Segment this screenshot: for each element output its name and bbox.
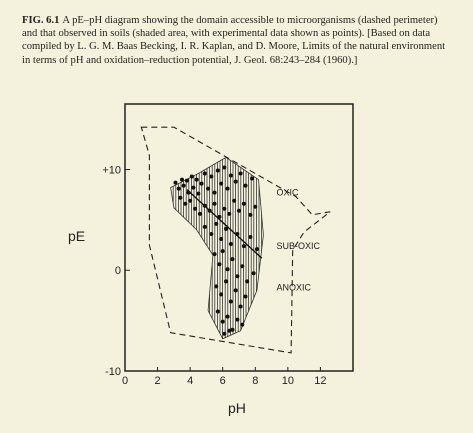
- data-point: [239, 305, 243, 309]
- data-point: [222, 165, 226, 169]
- data-point: [214, 284, 218, 288]
- region-label: SUB-OXIC: [276, 241, 320, 252]
- data-point: [244, 294, 248, 298]
- data-point: [213, 191, 217, 195]
- x-tick-label: 10: [281, 375, 294, 387]
- data-point: [203, 172, 207, 176]
- data-point: [229, 242, 233, 246]
- data-point: [209, 175, 213, 179]
- data-point: [214, 222, 218, 226]
- data-point: [196, 192, 200, 196]
- data-point: [232, 199, 236, 203]
- data-point: [245, 279, 249, 283]
- data-point: [242, 202, 246, 206]
- data-point: [217, 262, 221, 266]
- data-point: [213, 252, 217, 256]
- x-tick-label: 4: [187, 375, 194, 387]
- data-point: [206, 187, 210, 191]
- data-point: [183, 202, 187, 206]
- x-tick-label: 8: [252, 375, 259, 387]
- x-axis-label: pH: [228, 400, 246, 416]
- data-point: [213, 202, 217, 206]
- y-axis-label: pE: [68, 228, 86, 244]
- y-tick-label: +10: [102, 164, 121, 177]
- data-point: [242, 244, 246, 248]
- data-point: [227, 212, 231, 216]
- x-tick-label: 2: [154, 375, 161, 387]
- data-point: [182, 184, 186, 188]
- data-point: [239, 172, 243, 176]
- data-point: [224, 279, 228, 283]
- data-point: [216, 310, 220, 314]
- data-point: [193, 207, 197, 211]
- figure-label: FIG. 6.1: [22, 15, 60, 26]
- data-point: [219, 182, 223, 186]
- data-point: [216, 168, 220, 172]
- data-point: [250, 177, 254, 181]
- data-point: [229, 299, 233, 303]
- data-point: [191, 186, 195, 190]
- data-point: [235, 318, 239, 322]
- data-point: [178, 196, 182, 200]
- data-point: [200, 182, 204, 186]
- data-point: [219, 237, 223, 241]
- y-tick-label: -10: [105, 366, 121, 378]
- data-point: [177, 187, 181, 191]
- trend-line: [187, 190, 262, 259]
- data-point: [180, 178, 184, 182]
- data-point: [230, 257, 234, 261]
- data-point: [221, 249, 225, 253]
- data-point: [253, 205, 257, 209]
- data-point: [219, 292, 223, 296]
- caption-text: A pE–pH diagram showing the domain accessible to microorganisms (dashed perimeter) and that observed in soils (shaded area, with experimental data shown as points). [Based on data compiled by L. G. M. Baas Becking, I. R. Kaplan, and D. Moore, Limits of the natural environment in terms of pH and oxidation–reduction potential, J. Geol. 68:243–284 (1960).]: [22, 15, 446, 66]
- data-point: [185, 179, 189, 183]
- y-tick-label: 0: [114, 265, 121, 278]
- data-point: [221, 320, 225, 324]
- data-point: [234, 288, 238, 292]
- x-tick-label: 6: [219, 375, 226, 387]
- data-point: [203, 225, 207, 229]
- data-point: [248, 235, 252, 239]
- data-point: [240, 323, 244, 327]
- data-point: [190, 175, 194, 179]
- data-point: [235, 274, 239, 278]
- data-point: [226, 267, 230, 271]
- data-point: [209, 232, 213, 236]
- data-point: [198, 212, 202, 216]
- region-label: ANOXIC: [276, 282, 311, 293]
- data-point: [252, 271, 256, 275]
- data-point: [244, 184, 248, 188]
- data-point: [240, 264, 244, 268]
- region-label: OXIC: [276, 187, 299, 198]
- data-point: [227, 329, 231, 333]
- data-point: [222, 207, 226, 211]
- data-point: [195, 178, 199, 182]
- data-point: [234, 180, 238, 184]
- x-tick-label: 0: [121, 375, 129, 387]
- data-point: [248, 213, 252, 217]
- data-point: [226, 315, 230, 319]
- data-point: [226, 187, 230, 191]
- x-tick-label: 12: [314, 375, 327, 387]
- data-point: [173, 181, 177, 185]
- data-point: [229, 174, 233, 178]
- data-point: [222, 332, 226, 336]
- data-point: [237, 209, 241, 213]
- data-point: [188, 199, 192, 203]
- data-point: [255, 247, 259, 251]
